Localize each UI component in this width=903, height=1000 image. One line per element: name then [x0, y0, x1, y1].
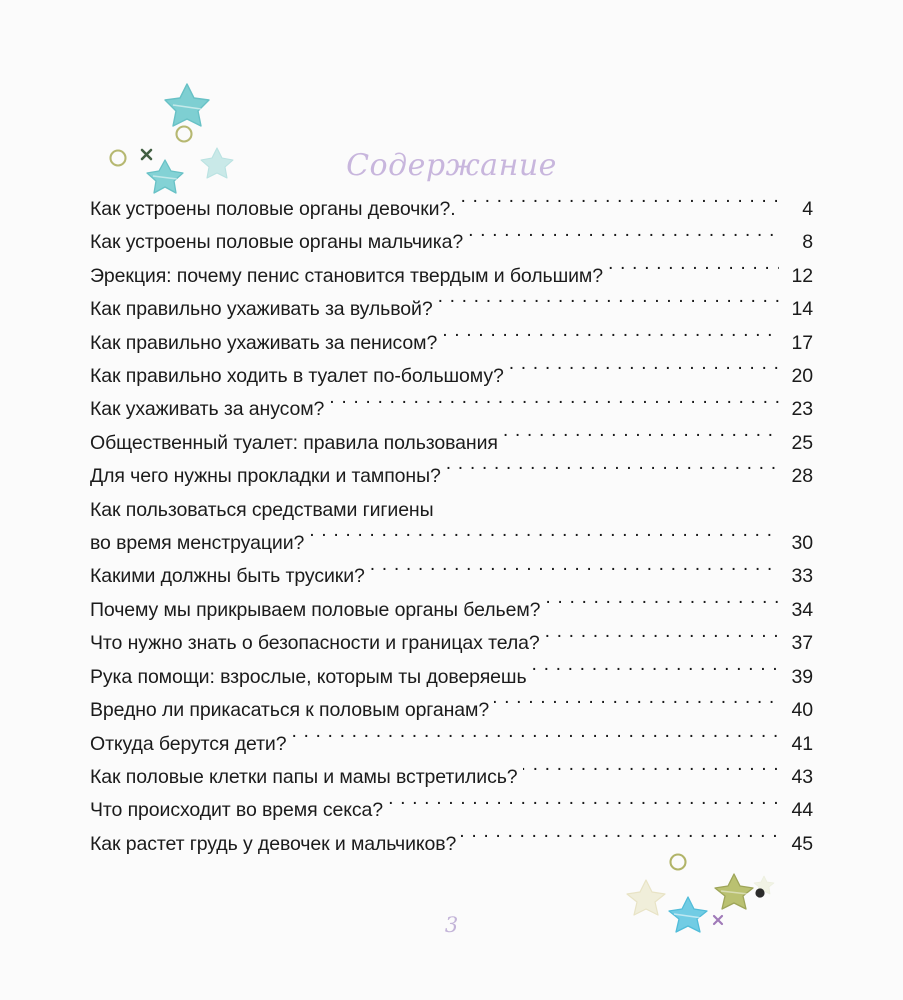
toc-entry-label: Общественный туалет: правила пользования — [90, 431, 498, 454]
toc-entry-page: 30 — [791, 532, 813, 555]
toc-leader — [509, 363, 779, 383]
circle-outline-icon — [177, 127, 192, 142]
page-title: Содержание — [346, 148, 557, 183]
dot-icon — [755, 888, 764, 897]
toc-leader — [608, 262, 779, 282]
toc-entry-label: Откуда берутся дети? — [90, 732, 287, 755]
toc-leader — [503, 429, 779, 449]
toc-entry-label: Почему мы прикрываем половые органы бельем? — [90, 598, 541, 621]
toc-entry-label: Как половые клетки папы и мамы встретились? — [90, 765, 518, 788]
toc-entry-page: 28 — [791, 465, 813, 488]
toc-entry-label: Для чего нужны прокладки и тампоны? — [90, 465, 441, 488]
toc-entry-label: Что происходит во время секса? — [90, 799, 384, 822]
toc-entry-label: Рука помощи: взрослые, которым ты доверяешь — [90, 665, 527, 688]
star-icon — [715, 874, 753, 909]
toc-entry-page: 23 — [791, 398, 813, 421]
toc-entry[interactable] — [90, 193, 813, 226]
toc-leader — [370, 563, 779, 583]
toc-leader — [442, 329, 779, 349]
toc-entry-label: Как правильно ходить в туалет по-большому? — [90, 365, 504, 388]
toc-entry-label: Вредно ли прикасаться к половым органам? — [90, 699, 490, 722]
toc-entry-label: Как растет грудь у девочек и мальчиков? — [90, 832, 457, 855]
toc-entry-label: Как пользоваться средствами гигиены — [90, 498, 434, 521]
toc-entry-label: Как правильно ухаживать за вульвой? — [90, 298, 433, 321]
toc-entry[interactable] — [90, 360, 813, 393]
toc-leader — [468, 229, 779, 249]
toc-leader — [329, 396, 779, 416]
toc-entry[interactable] — [90, 226, 813, 259]
toc-entry-page: 8 — [802, 231, 813, 254]
toc-entry[interactable] — [90, 594, 813, 627]
toc-entry-page: 4 — [802, 198, 813, 220]
toc-leader — [461, 830, 779, 850]
toc-entry[interactable] — [90, 293, 813, 326]
toc-leader — [523, 763, 779, 783]
toc-entry[interactable] — [90, 460, 813, 493]
toc-entry-label: Какими должны быть трусики? — [90, 565, 365, 588]
toc-entry-page: 43 — [791, 765, 813, 788]
toc-entry[interactable] — [90, 794, 813, 827]
toc-leader — [494, 697, 779, 717]
star-icon — [627, 880, 665, 915]
toc-entry-page: 44 — [791, 799, 813, 822]
toc-leader — [532, 663, 779, 683]
toc-entry-label: Как устроены половые органы девочки?. — [90, 198, 456, 220]
toc-entry[interactable] — [90, 627, 813, 660]
toc-entry-label: Эрекция: почему пенис становится твердым и большим? — [90, 264, 603, 287]
toc-leader — [309, 530, 779, 550]
toc-entry[interactable] — [90, 661, 813, 694]
star-cluster-bottom-right — [618, 852, 808, 962]
toc-entry-page: 45 — [791, 832, 813, 855]
toc-entry-page: 25 — [791, 431, 813, 454]
toc-leader — [545, 596, 779, 616]
toc-entry-page: 33 — [791, 565, 813, 588]
toc-leader — [438, 296, 779, 316]
toc-entry-label: Что нужно знать о безопасности и границах тела? — [90, 632, 540, 655]
toc-entry-page: 41 — [791, 732, 813, 755]
toc-entry-page: 17 — [791, 331, 813, 354]
toc-leader — [461, 196, 779, 216]
toc-entry-label: Как правильно ухаживать за пенисом? — [90, 331, 438, 354]
toc-entry-page: 39 — [791, 665, 813, 688]
toc-entry[interactable] — [90, 427, 813, 460]
toc-entry-label-line2: во время менструации? — [90, 532, 305, 555]
toc-leader — [446, 463, 779, 483]
toc-entry[interactable] — [90, 260, 813, 293]
toc-entry[interactable] — [90, 560, 813, 593]
toc-entry[interactable] — [90, 828, 813, 861]
toc-leader — [545, 630, 779, 650]
toc-entry-label: Как ухаживать за анусом? — [90, 398, 325, 421]
toc-leader — [388, 797, 779, 817]
toc-leader — [291, 730, 779, 750]
toc-entry-page: 34 — [791, 598, 813, 621]
toc-entry[interactable] — [90, 761, 813, 794]
toc-entry-page: 12 — [791, 264, 813, 287]
table-of-contents — [90, 193, 813, 861]
toc-entry-page: 20 — [791, 365, 813, 388]
toc-entry[interactable] — [90, 494, 813, 561]
toc-entry-page: 40 — [791, 699, 813, 722]
toc-entry[interactable] — [90, 694, 813, 727]
toc-entry[interactable] — [90, 327, 813, 360]
page-number: 3 — [444, 913, 459, 937]
toc-entry-label: Как устроены половые органы мальчика? — [90, 231, 464, 254]
toc-entry[interactable] — [90, 728, 813, 761]
toc-entry-page: 37 — [791, 632, 813, 655]
toc-entry[interactable] — [90, 393, 813, 426]
toc-entry-page: 14 — [791, 298, 813, 321]
star-icon — [165, 84, 209, 126]
star-icon — [754, 876, 774, 894]
